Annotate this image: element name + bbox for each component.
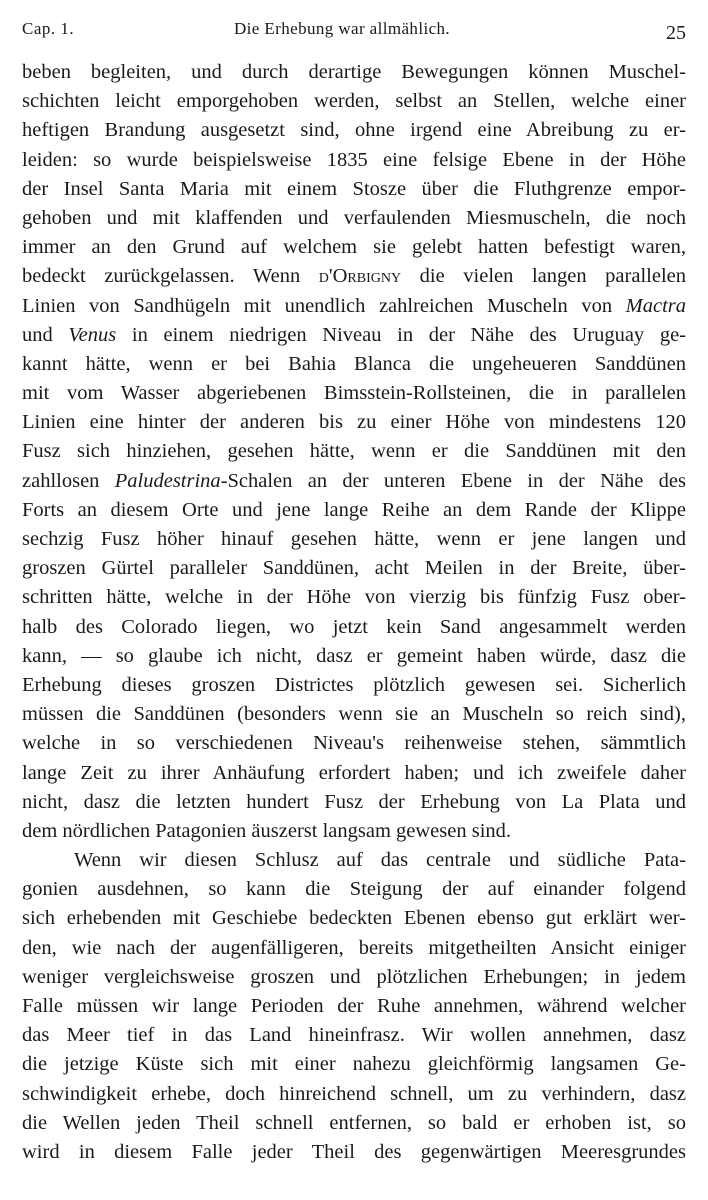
text-segment: Linien von Sandhügeln mit unendlich zahlreichen Muscheln von	[22, 294, 626, 317]
text-line: schritten hätte, welche in der Höhe von vierzig bis fünfzig Fusz ober-	[22, 586, 686, 609]
text-line: mit vom Wasser abgeriebenen Bimsstein-Rollsteinen, die in parallelen	[22, 382, 686, 405]
text-line: weniger vergleichsweise groszen und plötzlichen Erhebungen; in jedem	[22, 965, 686, 988]
text-line: immer an den Grund auf welchem sie gelebt hatten befestigt waren,	[22, 236, 686, 259]
running-title: Die Erhebung war allmählich.	[234, 19, 451, 38]
chapter-label: Cap. 1.	[22, 19, 75, 38]
text-line: gehoben und mit klaffenden und verfaulenden Miesmuscheln, die noch	[22, 206, 686, 229]
text-line: sich erhebenden mit Geschiebe bedeckten Ebenen ebenso gut erklärt wer-	[22, 907, 686, 930]
text-line: beben begleiten, und durch derartige Bewegungen können Muschel-	[22, 61, 686, 83]
body-text	[22, 58, 686, 1167]
text-line: schwindigkeit erhebe, doch hinreichend schnell, um zu verhindern, dasz	[22, 1082, 686, 1105]
paragraph-2	[22, 846, 686, 1167]
text-line: Linien eine hinter der anderen bis zu einer Höhe von mindestens 120	[22, 411, 686, 434]
text-line: groszen Gürtel paralleler Sanddünen, acht Meilen in der Breite, über-	[22, 557, 686, 580]
text-line-with-taxon	[22, 292, 686, 321]
text-line: müssen die Sanddünen (besonders wenn sie an Muscheln so reich sind),	[22, 703, 686, 726]
text-segment: und	[22, 323, 69, 346]
text-line: schichten leicht emporgehoben werden, selbst an Stellen, welche einer	[22, 90, 686, 113]
text-line: gonien ausdehnen, so kann die Steigung der auf einander folgend	[22, 878, 686, 901]
text-line: der Insel Santa Maria mit einem Stosze über die Fluthgrenze empor-	[22, 177, 686, 200]
text-line: heftigen Brandung ausgesetzt sind, ohne irgend eine Abreibung zu er-	[22, 119, 686, 142]
text-line: leiden: so wurde beispielsweise 1835 eine felsige Ebene in der Höhe	[22, 148, 686, 171]
text-line: Wenn wir diesen Schlusz auf das centrale und südliche Pata-	[74, 849, 686, 872]
text-line: Erhebung dieses groszen Districtes plötzlich gewesen sei. Sicherlich	[22, 673, 686, 696]
text-segment: zahllosen	[22, 469, 115, 492]
text-line: Fusz sich hinziehen, gesehen hätte, wenn er die Sanddünen mit den	[22, 440, 686, 463]
text-line: sechzig Fusz höher hinauf gesehen hätte, wenn er jene langen und	[22, 528, 686, 550]
page-number: 25	[666, 22, 686, 44]
text-line: nicht, dasz die letzten hundert Fusz der Erhebung von La Plata und	[22, 790, 686, 813]
taxon-name: Venus	[68, 323, 117, 346]
text-line: lange Zeit zu ihrer Anhäufung erfordert haben; und ich zweifele daher	[22, 761, 686, 784]
text-segment: -Schalen an der unteren Ebene in der Nähe des	[220, 469, 686, 492]
text-line: kann, — so glaube ich nicht, dasz er gemeint haben würde, dasz die	[22, 644, 686, 667]
text-line: welche in so verschiedenen Niveau's reihenweise stehen, sämmtlich	[22, 732, 686, 755]
text-line: den, wie nach der augenfälligeren, bereits mitgetheilten Ansicht einiger	[22, 936, 686, 959]
text-line: das Meer tief in das Land hineinfrasz. Wir wollen annehmen, dasz	[22, 1024, 686, 1047]
text-line: wird in diesem Falle jeder Theil des gegenwärtigen Meeresgrundes	[22, 1140, 686, 1163]
taxon-name: Mactra	[625, 294, 686, 317]
text-line: Falle müssen wir lange Perioden der Ruhe annehmen, während welcher	[22, 995, 686, 1017]
text-segment: die vielen langen parallelen	[401, 265, 686, 288]
text-line-with-taxon	[22, 467, 686, 496]
text-segment: bedeckt zurückgelassen. Wenn	[22, 265, 319, 288]
text-line-with-taxon	[22, 321, 686, 350]
text-line: dem nördlichen Patagonien äuszerst langsam gewesen sind.	[22, 819, 512, 842]
paragraph-1	[22, 58, 686, 846]
text-line: die Wellen jeden Theil schnell entfernen, so bald er erhoben ist, so	[22, 1111, 686, 1134]
text-line-with-author	[22, 262, 686, 291]
text-line: kannt hätte, wenn er bei Bahia Blanca die ungeheueren Sanddünen	[22, 352, 686, 375]
author-name: d'Orbigny	[318, 265, 402, 288]
text-line: Forts an diesem Orte und jene lange Reihe an dem Rande der Klippe	[22, 498, 686, 521]
text-line: die jetzige Küste sich mit einer nahezu gleichförmig langsamen Ge-	[22, 1053, 686, 1076]
taxon-name: Paludestrina	[114, 469, 221, 492]
text-segment: in einem niedrigen Niveau in der Nähe des Uruguay ge-	[116, 323, 686, 346]
text-line: halb des Colorado liegen, wo jetzt kein Sand angesammelt werden	[22, 615, 686, 638]
running-head	[22, 14, 686, 44]
